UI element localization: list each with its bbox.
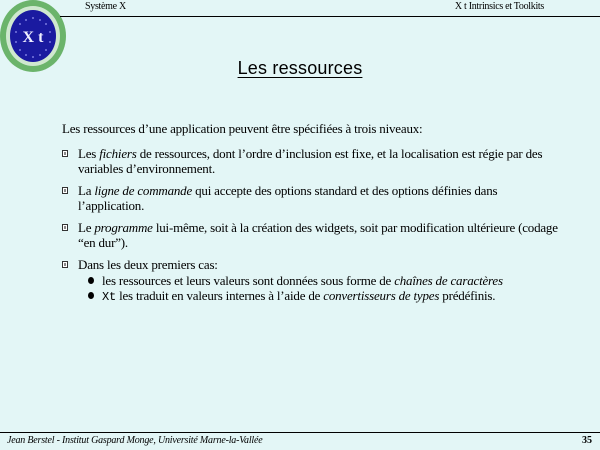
bullet-box-icon [62, 261, 68, 268]
bullet-box-icon [62, 224, 68, 231]
bullet-box-icon [62, 187, 68, 194]
sub-bullet-item: Xt les traduit en valeurs internes à l’aide de convertisseurs de types prédéfinis. [88, 288, 562, 305]
bullet-item-deux-premiers-cas: Dans les deux premiers cas: les ressources et leurs valeurs sont données sous forme de chaînes de caractères Xt les traduit en valeurs internes à l’aide de convertisseurs de types prédéfinis. [62, 257, 562, 305]
bullet-item-fichiers: Les fichiers de ressources, dont l’ordre d’inclusion est fixe, et la localisation est régie par des variables d’environnement. [62, 146, 562, 176]
logo-text: X t [22, 29, 44, 46]
bullet-box-icon [62, 150, 68, 157]
bullet-dot-icon [88, 292, 94, 299]
header-left: Système X [85, 1, 126, 12]
bullet-item-ligne-de-commande: La ligne de commande qui accepte des options standard et des options définies dans l’application. [62, 183, 562, 213]
header-right: X t Intrinsics et Toolkits [454, 1, 544, 12]
footer-author: Jean Berstel - Institut Gaspard Monge, Université Marne-la-Vallée [7, 435, 263, 446]
slide-title-text: Les ressources [237, 58, 363, 78]
sub-bullet-item: les ressources et leurs valeurs sont données sous forme de chaînes de caractères [88, 273, 562, 288]
intro-text: Les ressources d’une application peuvent être spécifiées à trois niveaux: [62, 121, 423, 136]
slide-title [0, 58, 600, 79]
page-number: 35 [582, 435, 592, 446]
footer-divider [0, 432, 600, 433]
header-divider [60, 16, 600, 17]
bullet-dot-icon [88, 277, 94, 284]
bullet-list [62, 146, 562, 312]
bullet-item-programme: Le programme lui-même, soit à la création des widgets, soit par modification ultérieure (codage “en dur”). [62, 220, 562, 250]
sub-bullet-list [78, 273, 562, 305]
